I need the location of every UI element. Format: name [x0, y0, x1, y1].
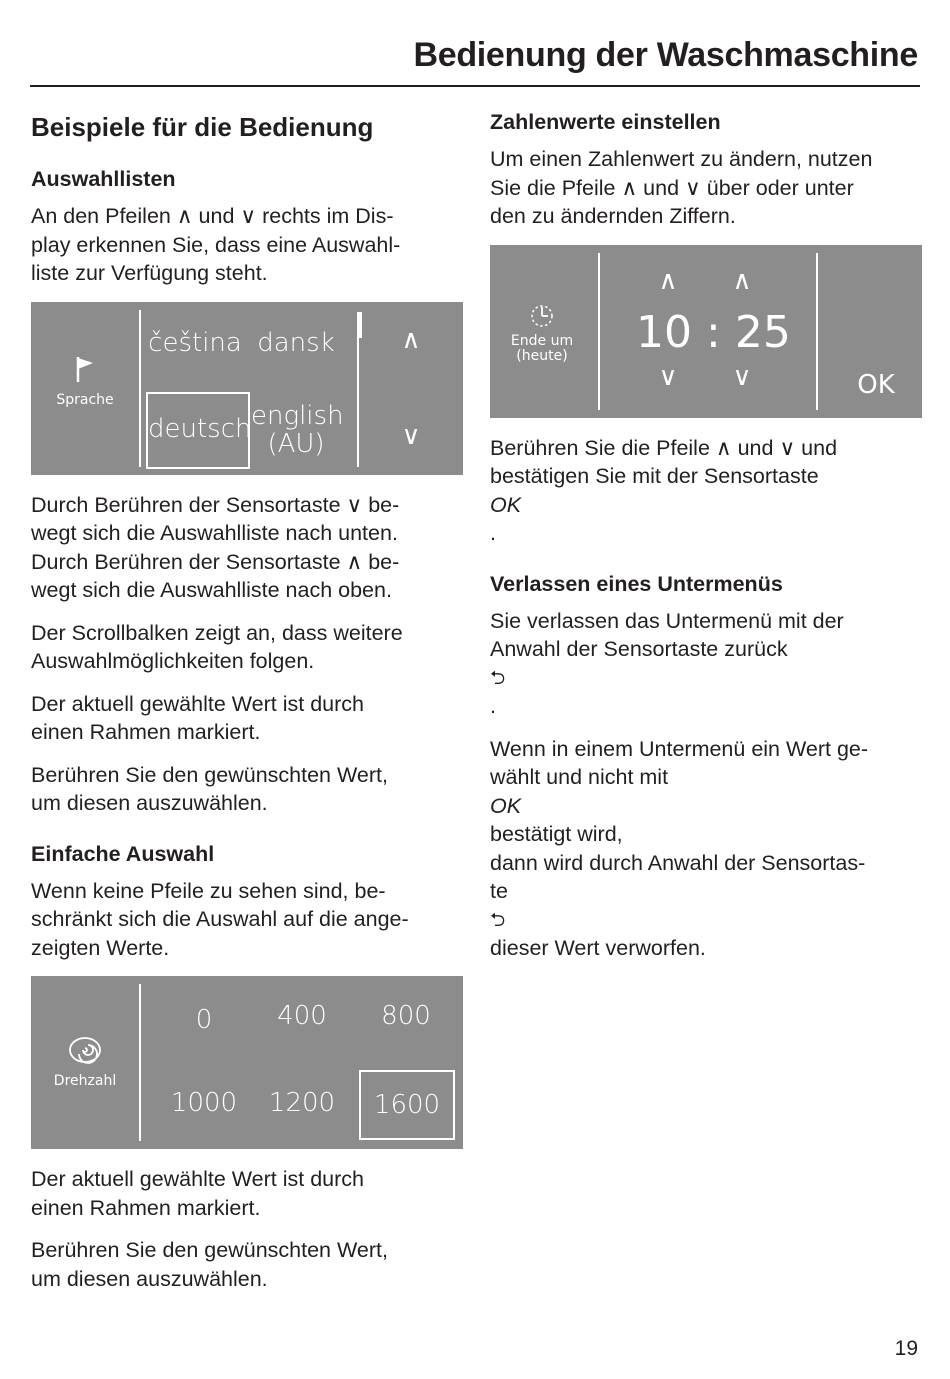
scrollbar-track: [357, 338, 359, 467]
timer-icon-area: [490, 301, 594, 365]
language-icon-area: [31, 354, 139, 409]
option-deutsch-selected[interactable]: deutsch: [146, 392, 250, 469]
zahlen-intro: Um einen Zahlenwert zu ändern, nutzen Sie die Pfeile ∧ und ∨ über oder unter den zu ändernden Ziffern.: [490, 147, 873, 228]
left-column: [31, 108, 463, 1307]
einfache-p1: Der aktuell gewählte Wert ist durch einen Rahmen markiert.: [31, 1167, 364, 1220]
flag-icon: [74, 354, 96, 384]
back-icon: ⮌: [490, 908, 506, 931]
divider: [139, 984, 141, 1141]
auswahllisten-p1: Durch Berühren der Sensortaste ∨ be- wegt sich die Auswahlliste nach unten. Durch Berühren der Sensortaste ∧ be- wegt sich die Auswahlliste nach oben.: [31, 492, 400, 602]
section-heading: Beispiele für die Bedienung: [31, 112, 374, 142]
auswahllisten-p3: Der aktuell gewählte Wert ist durch einen Rahmen markiert.: [31, 691, 364, 744]
option-cestina[interactable]: čeština: [148, 327, 242, 358]
time-separator: :: [706, 306, 721, 358]
back-icon: ⮌: [490, 666, 506, 689]
sprache-label: Sprache: [56, 392, 114, 409]
minutes-up-arrow[interactable]: ∧: [732, 265, 752, 296]
spin-value-1600-selected[interactable]: 1600: [359, 1070, 455, 1140]
hours-down-arrow[interactable]: ∨: [658, 361, 678, 392]
spin-icon: [67, 1034, 103, 1066]
page-title: Bedienung der Waschmaschine: [413, 36, 918, 74]
auswahllisten-intro: An den Pfeilen ∧ und ∨ rechts im Dis- play erkennen Sie, dass eine Auswahl- liste zur Verfügung steht.: [31, 204, 401, 285]
einfache-p2: Berühren Sie den gewünschten Wert, um diesen auszuwählen.: [31, 1238, 388, 1291]
ende-um-label: Ende um: [510, 333, 574, 350]
spin-value-1000[interactable]: 1000: [170, 1088, 238, 1118]
hours-up-arrow[interactable]: ∧: [658, 265, 678, 296]
scrollbar-thumb[interactable]: [357, 312, 362, 338]
hours-value[interactable]: 10: [636, 306, 692, 358]
divider: [598, 253, 600, 410]
verlassen-heading: Verlassen eines Untermenüs: [490, 571, 783, 596]
drehzahl-label: Drehzahl: [53, 1072, 117, 1089]
page-number: 19: [894, 1337, 918, 1360]
auswahllisten-p2: Der Scrollbalken zeigt an, dass weitere Auswahlmöglichkeiten folgen.: [31, 620, 403, 673]
option-dansk[interactable]: dansk: [257, 327, 335, 358]
zahlen-heading: Zahlenwerte einstellen: [490, 110, 721, 134]
divider: [816, 253, 818, 410]
verlassen-p1: Sie verlassen das Untermenü mit der Anwahl der Sensortaste zurück ⮌ .: [490, 607, 922, 721]
auswahllisten-p4: Berühren Sie den gewünschten Wert, um diesen auszuwählen.: [31, 762, 388, 815]
einfache-heading: Einfache Auswahl: [31, 841, 215, 866]
verlassen-p2: Wenn in einem Untermenü ein Wert ge- wählt und nicht mit OK bestätigt wird, dann wird durch Anwahl der Sensortas- te ⮌ dieser Wert verworfen.: [490, 735, 922, 963]
timer-icon: [527, 301, 557, 329]
spin-value-1200[interactable]: 1200: [268, 1088, 336, 1118]
option-english-au[interactable]: english (AU): [251, 400, 344, 460]
ok-button[interactable]: OK: [857, 369, 895, 400]
language-display-panel: [31, 302, 463, 475]
divider: [139, 310, 141, 467]
time-value[interactable]: [636, 306, 791, 358]
minutes-value[interactable]: 25: [734, 306, 791, 358]
title-rule: [30, 85, 920, 87]
spin-value-400[interactable]: 400: [277, 1001, 327, 1031]
time-display-panel: [490, 245, 922, 418]
zahlen-after-text: Berühren Sie die Pfeile ∧ und ∨ und bestätigen Sie mit der Sensortaste OK .: [490, 435, 838, 545]
up-arrow-button[interactable]: ∧: [401, 324, 421, 355]
einfache-intro: Wenn keine Pfeile zu sehen sind, be- schränkt sich die Auswahl auf die ange- zeigten Werte.: [31, 878, 409, 960]
heute-label: (heute): [516, 348, 568, 365]
spin-display-panel: [31, 976, 463, 1149]
down-arrow-button[interactable]: ∨: [401, 420, 421, 451]
spin-value-800[interactable]: 800: [381, 1001, 431, 1031]
minutes-down-arrow[interactable]: ∨: [732, 361, 752, 392]
spin-icon-area: [31, 1034, 139, 1089]
spin-value-0[interactable]: 0: [195, 1005, 213, 1035]
auswahllisten-heading: Auswahllisten: [31, 167, 176, 191]
right-column: [490, 108, 922, 977]
